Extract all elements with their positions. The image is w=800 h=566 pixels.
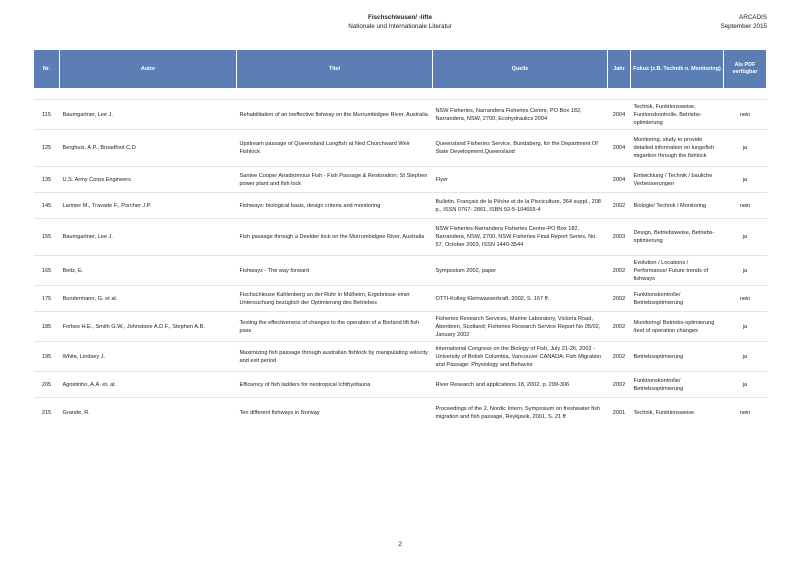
cell-titel: Ten different fishways in Norway	[237, 398, 433, 428]
cell-jahr: 2002	[608, 193, 631, 219]
table-row	[34, 219, 767, 256]
cell-quelle: Flyer	[433, 167, 608, 193]
column-header-quelle: Quelle	[433, 50, 608, 89]
table-spacer	[34, 89, 767, 100]
cell-jahr: 2003	[608, 219, 631, 256]
cell-jahr: 2002	[608, 286, 631, 312]
cell-quelle: Bulletin. Français de la Pêche et de la Pisciculture, 364 suppl., 208 p., ISSN 0767- 2861, ISBN 92-5-104665-4	[433, 193, 608, 219]
column-header-jahr: Jahr	[608, 50, 631, 89]
cell-titel: Fish passage through a Deelder lock on the Murrumbidgee River, Australia	[237, 219, 433, 256]
page-number: 2	[398, 541, 402, 548]
cell-pdf: ja	[724, 167, 767, 193]
cell-pdf: ja	[724, 342, 767, 372]
table-row	[34, 130, 767, 167]
column-header-autor: Autor	[60, 50, 237, 89]
cell-pdf: ja	[724, 372, 767, 398]
cell-fokus: Monitoring/ Betriebs-optimierung /test of operation changes	[631, 312, 724, 342]
cell-pdf: nein	[724, 398, 767, 428]
column-header-titel: Titel	[237, 50, 433, 89]
cell-autor: Forbes H.E., Smith G.W., Johnstone A.D.F., Stephen A.B.	[60, 312, 237, 342]
cell-pdf: ja	[724, 219, 767, 256]
cell-pdf: nein	[724, 100, 767, 130]
cell-nr: 125	[34, 130, 60, 167]
cell-autor: Baumgartner, Lee J.	[60, 219, 237, 256]
document-subtitle: Nationale und Internationale Literatur	[348, 22, 452, 30]
cell-quelle: Proceedings of the 2. Nordic Intern. Symposium on freshwater fish migration and fish passage, Reykjavik, 2001, S. 21 ff	[433, 398, 608, 428]
cell-quelle: International Congress on the Biology of Fish, July 21-26, 2002 - University of British Columbia, Vancouver CANADA; Fish Migration and Passage: Physiology and Behavior	[433, 342, 608, 372]
document-header	[0, 14, 800, 31]
cell-autor: Agostinho, A.A. et. al.	[60, 372, 237, 398]
cell-jahr: 2002	[608, 312, 631, 342]
table-row	[34, 398, 767, 428]
table-header-row	[34, 50, 767, 89]
cell-autor: Baumgartner, Lee J.	[60, 100, 237, 130]
cell-pdf: nein	[724, 193, 767, 219]
cell-titel: Santee Cooper Anadromous Fish - Fish Passage & Restoration; St Stephen power plant and fish lock	[237, 167, 433, 193]
cell-nr: 185	[34, 312, 60, 342]
table-row	[34, 193, 767, 219]
cell-jahr: 2001	[608, 398, 631, 428]
cell-titel: Testing the effectiveness of changes to the operation of a Borland lift fish pass	[237, 312, 433, 342]
column-header-nr: Nr.	[34, 50, 60, 89]
literature-table	[33, 49, 767, 428]
cell-jahr: 2002	[608, 256, 631, 286]
table-row	[34, 372, 767, 398]
cell-autor: Bundermann, G. et al.	[60, 286, 237, 312]
cell-quelle: NSW Fisheries, Narrandera Fisheries Centre, PO Box 182, Narrandera, NSW, 2700, Ecohydraulics 2004	[433, 100, 608, 130]
cell-titel: Fishways - The way forward	[237, 256, 433, 286]
cell-quelle: River Research and applications 18, 2002, p. 299-306	[433, 372, 608, 398]
cell-nr: 145	[34, 193, 60, 219]
column-header-pdf: Als PDF verfügbar	[724, 50, 767, 89]
cell-quelle: Symposium 2002, paper	[433, 256, 608, 286]
cell-autor: White, Lindsey J.	[60, 342, 237, 372]
table-row	[34, 256, 767, 286]
cell-fokus: Funktionskontrolle/ Betriebsoptimierung	[631, 286, 724, 312]
cell-titel: Rehabilitation of an ineffective fishway on the Murrumbidgee River, Australia	[237, 100, 433, 130]
cell-fokus: Biologie/ Technik / Monitoring	[631, 193, 724, 219]
cell-quelle: OTTI-Kolleg Kleinwasserkraft, 2002, S. 167 ff.	[433, 286, 608, 312]
cell-fokus: Funktionskontrolle/ Betriebsoptimierung	[631, 372, 724, 398]
cell-quelle: Fisheries Research Services, Marine Laboratory, Victoria Road, Aberdeen, Scotland; Fisheries Research Service Report No 05/02, January 2002	[433, 312, 608, 342]
cell-fokus: Design, Betriebsweise, Betriebs-optimierung	[631, 219, 724, 256]
document-date: September 2015	[720, 22, 767, 30]
cell-nr: 175	[34, 286, 60, 312]
cell-jahr: 2004	[608, 130, 631, 167]
header-right	[720, 14, 767, 31]
cell-titel: Fishways: biological basis, design criteria and monitoring	[237, 193, 433, 219]
cell-quelle: NSW Fisheries-Narrandera Fisheries Centre-PO Box 182, Narrandera, NSW, 2700, NSW Fisheries Final Report Series, No. 57, October 2003, ISSN 1440-3544	[433, 219, 608, 256]
cell-autor: Grande, R.	[60, 398, 237, 428]
cell-nr: 195	[34, 342, 60, 372]
cell-titel: Fischschleuse Kahlenberg an der Ruhr in Mülheim, Ergebnisse einer Untersuchung bezüglich der Optimierung des Betriebes	[237, 286, 433, 312]
table-row	[34, 312, 767, 342]
cell-nr: 165	[34, 256, 60, 286]
cell-autor: Berghuis, A.P., Broadfoot C.D	[60, 130, 237, 167]
cell-autor: Beitz, E.	[60, 256, 237, 286]
cell-nr: 155	[34, 219, 60, 256]
cell-titel: Upstream passage of Queensland Lungfish at Ned Churchward Weir Fishlock	[237, 130, 433, 167]
cell-nr: 135	[34, 167, 60, 193]
table-row	[34, 342, 767, 372]
cell-autor: Larinier M., Travade F., Porcher J.P.	[60, 193, 237, 219]
table-row	[34, 100, 767, 130]
company-name: ARCADIS	[739, 14, 767, 21]
cell-quelle: Queensland Fisheries Service, Bundaberg, for the Department Of State Development,Queensland	[433, 130, 608, 167]
cell-pdf: ja	[724, 130, 767, 167]
document-title: Fischschleusen/ -lifte	[367, 14, 433, 21]
cell-autor: U.S. Army Corps Engineers	[60, 167, 237, 193]
cell-nr: 115	[34, 100, 60, 130]
table-body	[34, 89, 767, 428]
cell-jahr: 2004	[608, 100, 631, 130]
cell-titel: Efficiency of fish ladders for neotropical Ichthyofauna	[237, 372, 433, 398]
cell-jahr: 2002	[608, 342, 631, 372]
cell-nr: 215	[34, 398, 60, 428]
cell-fokus: Technik, Funktionsweise, Funtionskontrolle, Betriebs-optimierung	[631, 100, 724, 130]
cell-pdf: nein	[724, 286, 767, 312]
cell-fokus: Betriebsoptimierung	[631, 342, 724, 372]
cell-pdf: ja	[724, 312, 767, 342]
cell-jahr: 2002	[608, 372, 631, 398]
cell-nr: 205	[34, 372, 60, 398]
column-header-fokus: Fokus (z.B. Technik o. Monitoring)	[631, 50, 724, 89]
cell-titel: Maximizing fish passage through australian fishlock by manipulating velocity and exit period	[237, 342, 433, 372]
cell-pdf: ja	[724, 256, 767, 286]
table-row	[34, 286, 767, 312]
cell-fokus: Evolution / Locations / Performance/ Future trends of fishways	[631, 256, 724, 286]
table-row	[34, 167, 767, 193]
cell-fokus: Monitoring, study to provide detailed information on lungefish migartion through the fishlock	[631, 130, 724, 167]
cell-fokus: Entwicklung / Technik / bauliche Verbesserungen	[631, 167, 724, 193]
cell-jahr: 2004	[608, 167, 631, 193]
cell-fokus: Technik, Funktionsweise	[631, 398, 724, 428]
